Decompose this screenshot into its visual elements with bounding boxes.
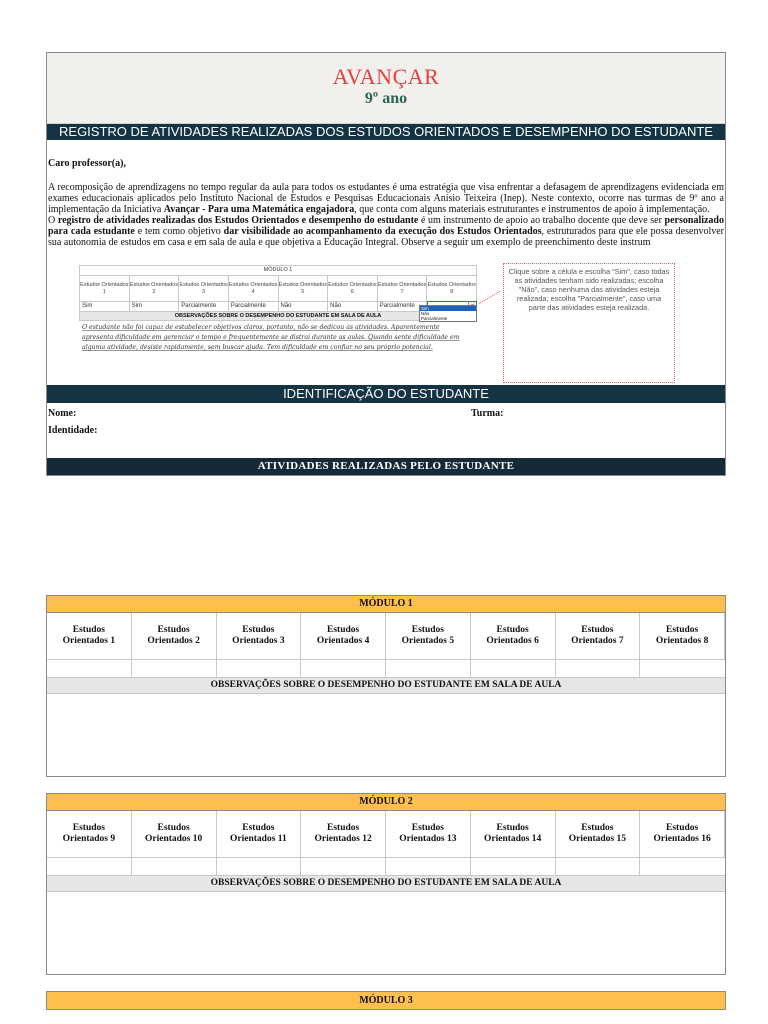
module-title: MÓDULO 1 [47,596,725,613]
example-column-header: Estudos Orientados 8 [427,275,477,301]
module-title: MÓDULO 3 [47,992,725,1010]
status-cell[interactable] [301,857,386,875]
example-value: Sim [130,301,180,312]
column-header: Estudos Orientados 13 [386,811,471,857]
example-value: Não [328,301,378,312]
greeting: Caro professor(a), [48,158,126,169]
obs-header: OBSERVAÇÕES SOBRE O DESEMPENHO DO ESTUDANTE EM SALA DE AULA [47,677,725,694]
column-header: Estudos Orientados 8 [640,613,725,659]
example-value: Parcialmente [229,301,279,312]
column-header: Estudos Orientados 9 [47,811,132,857]
example-column-header: Estudos Orientados 4 [229,275,279,301]
example-value: Parcialmente [179,301,229,312]
obs-header: OBSERVAÇÕES SOBRE O DESEMPENHO DO ESTUDANTE EM SALA DE AULA [47,875,725,892]
column-header: Estudos Orientados 1 [47,613,132,659]
example-value: Parcialmente [378,301,428,312]
page-title: AVANÇAR [332,64,440,89]
example-column-header: Estudos Orientados 6 [328,275,378,301]
example-value: Não [279,301,329,312]
identification-bar: IDENTIFICAÇÃO DO ESTUDANTE [47,385,725,403]
module-columns [47,811,725,875]
example-obs-header: OBSERVAÇÕES SOBRE O DESEMPENHO DO ESTUDANTE EM SALA DE AULA [79,312,477,321]
status-cell[interactable] [471,857,556,875]
example-module-title: MÓDULO 1 [79,265,477,275]
column-header: Estudos Orientados 15 [556,811,641,857]
module-columns [47,613,725,677]
identification-fields [47,405,725,439]
status-cell[interactable] [301,659,386,677]
example-column-header: Estudos Orientados 5 [279,275,329,301]
example-column-header: Estudos Orientados 7 [378,275,428,301]
module-2-table [46,793,726,975]
class-label: Turma: [471,408,504,419]
status-cell[interactable] [217,659,302,677]
status-cell[interactable] [47,857,132,875]
status-cell[interactable] [640,857,725,875]
module-title: MÓDULO 2 [47,794,725,811]
identity-label: Identidade: [48,425,98,436]
intro-paragraph-1: A recomposição de aprendizagens no tempo regular da aula para todos os estudantes é uma estratégia que visa enfrentar a defasagem de aprendizagens evidenciada em exames educacionais aplicados pelo Instituto Nacional de Estudos e Pesquisas Educacionais Anísio Teixeira (Inep). Neste contexto, ocorre nas turmas de 9º ano a implementação da Iniciativa Avançar - Para uma Matemática engajadora, que conta com alguns materiais estruturantes e instrumentos de apoio à implementação. [48,182,724,215]
column-header: Estudos Orientados 5 [386,613,471,659]
status-cell[interactable] [386,857,471,875]
name-row[interactable] [47,405,725,422]
status-cell[interactable] [471,659,556,677]
example-value: Sim [80,301,130,312]
intro-paragraph-2: O registro de atividades realizadas dos Estudos Orientados e desempenho do estudante é um instrumento de apoio ao trabalho docente que deve ser personalizado para cada estudante e tem como objetivo dar visibilidade ao acompanhamento da execução dos Estudos Orientados, estruturados para que ele possa desenvolver sua autonomia de estudos em casa e em sala de aula e que objetiva a Educação Integral. Observe a seguir um exemplo de preenchimento deste instrum [48,215,724,248]
example-column-header: Estudos Orientados 1 [80,275,130,301]
obs-field[interactable] [47,694,725,776]
module-3-table [46,991,726,1010]
dropdown-option: Parcialmente [421,316,448,321]
column-header: Estudos Orientados 7 [556,613,641,659]
column-header: Estudos Orientados 14 [471,811,556,857]
status-cell[interactable] [132,857,217,875]
column-header: Estudos Orientados 3 [217,613,302,659]
status-cell[interactable] [47,659,132,677]
column-header: Estudos Orientados 4 [301,613,386,659]
status-cell[interactable] [217,857,302,875]
example-column-header: Estudos Orientados 2 [130,275,180,301]
dropdown-option: Sim [420,306,476,311]
example-grid [79,275,477,312]
grade-label: 9º ano [364,90,408,107]
status-cell[interactable] [556,857,641,875]
identity-row[interactable] [47,422,725,439]
hero-header [47,53,725,124]
activities-bar: ATIVIDADES REALIZADAS PELO ESTUDANTE [47,458,725,475]
status-cell[interactable] [556,659,641,677]
status-cell[interactable] [132,659,217,677]
instruction-callout: Clique sobre a célula e escolha "Sim", caso todas as atividades tenham sido realizadas; escolha "Não", caso nenhuma das atividades esteja realizada; escolha "Parcialmente", caso uma parte das atividades esteja realizada. [503,263,675,383]
column-header: Estudos Orientados 11 [217,811,302,857]
status-cell[interactable] [640,659,725,677]
example-obs-text: O estudante não foi capaz de estabelecer objetivos claros, portanto, não se dedicou às atividades. Aparentemente apresenta dificuldade em gerenciar o tempo e frequentemente se distrai durante as aulas. Quando sente dificuldade em alguma atividade, desiste rapidamente, sem buscar ajuda. Tem dificuldade em confiar no seu próprio potencial. [82,324,460,351]
registry-bar: REGISTRO DE ATIVIDADES REALIZADAS DOS ESTUDOS ORIENTADOS E DESEMPENHO DO ESTUDANTE [47,124,725,140]
module-1-table [46,595,726,777]
column-header: Estudos Orientados 12 [301,811,386,857]
intro-text [47,158,725,248]
instruction-sheet [46,52,726,476]
name-label: Nome: [48,408,77,419]
column-header: Estudos Orientados 10 [132,811,217,857]
obs-field[interactable] [47,892,725,974]
status-cell[interactable] [386,659,471,677]
example-column-header: Estudos Orientados 3 [179,275,229,301]
example-image [79,265,477,373]
column-header: Estudos Orientados 6 [471,613,556,659]
example-dropdown [419,305,477,322]
dropdown-option: Não [421,311,430,316]
column-header: Estudos Orientados 16 [640,811,725,857]
column-header: Estudos Orientados 2 [132,613,217,659]
